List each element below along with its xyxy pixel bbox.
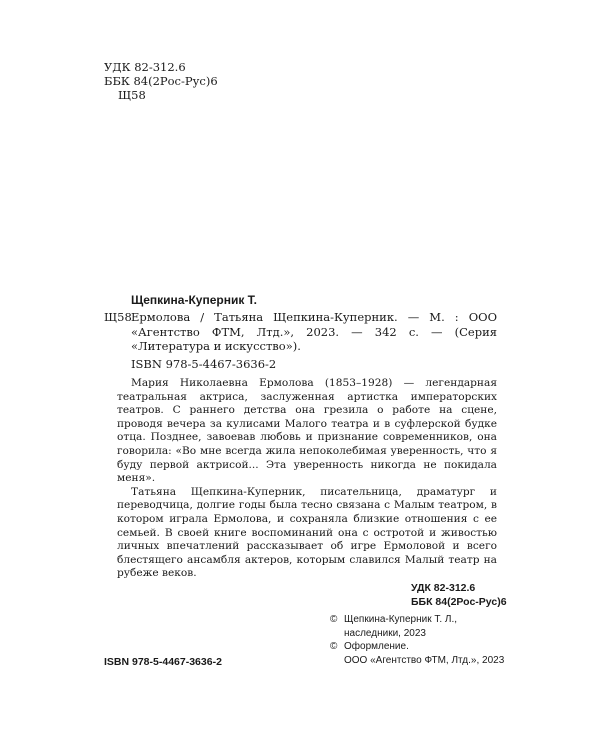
copyright-line-continuation: ООО «Агентство ФТМ, Лтд.», 2023 xyxy=(344,654,505,666)
copyright-block xyxy=(330,613,504,667)
copyright-line: Оформление. xyxy=(344,641,409,653)
author-heading: Щепкина-Куперник Т. xyxy=(131,293,257,307)
classification-block-bottom xyxy=(411,581,507,609)
isbn-record: ISBN 978-5-4467-3636-2 xyxy=(131,357,277,371)
annotation-paragraph: Мария Николаевна Ермолова (1853–1928) — легендарная театральная актриса, заслуженная артистка императорских театров. С раннего детства она грезила о работе на сцене, проводя вечера за кулисами Малого театра и в суфлерской будке отца. Позднее, завоевав любовь и признание современников, она говорила: «Во мне всегда жила непоколебимая уверенность, что я буду первой актрисой... Эта уверенность никогда не покидала меня». xyxy=(117,377,497,485)
copyright-symbol: © xyxy=(330,641,338,653)
annotation-paragraph: Татьяна Щепкина-Куперник, писательница, драматург и переводчица, долгие годы была тесно связана с Малым театром, в котором играла Ермолова, и сохраняла близкие отношения с ее семьей. В своей книге воспоминаний она с остротой и живостью личных впечатлений рассказывает об игре Ермоловой и всего блестящего ансамбля актеров, которым славился Малый театр на рубеже веков. xyxy=(117,485,497,580)
copyright-line-continuation: наследники, 2023 xyxy=(344,627,426,639)
udk-code: УДК 82-312.6 xyxy=(104,60,186,74)
copyright-line: Щепкина-Куперник Т. Л., xyxy=(344,614,458,625)
udk-code: УДК 82-312.6 xyxy=(411,582,476,594)
bibliographic-description: Ермолова / Татьяна Щепкина-Куперник. — М. : ООО «Агентство ФТМ, Лтд.», 2023. — 342 с. — (Серия «Литература и искусство»). xyxy=(131,310,497,353)
isbn-footer: ISBN 978-5-4467-3636-2 xyxy=(104,656,222,668)
annotation xyxy=(117,377,497,581)
call-number: Щ58 xyxy=(104,310,132,324)
classification-block-top xyxy=(104,60,218,102)
copyright-symbol: © xyxy=(330,614,338,625)
bbk-code: ББК 84(2Рос-Рус)6 xyxy=(411,596,507,608)
author-mark: Щ58 xyxy=(118,88,146,102)
bbk-code: ББК 84(2Рос-Рус)6 xyxy=(104,74,218,88)
